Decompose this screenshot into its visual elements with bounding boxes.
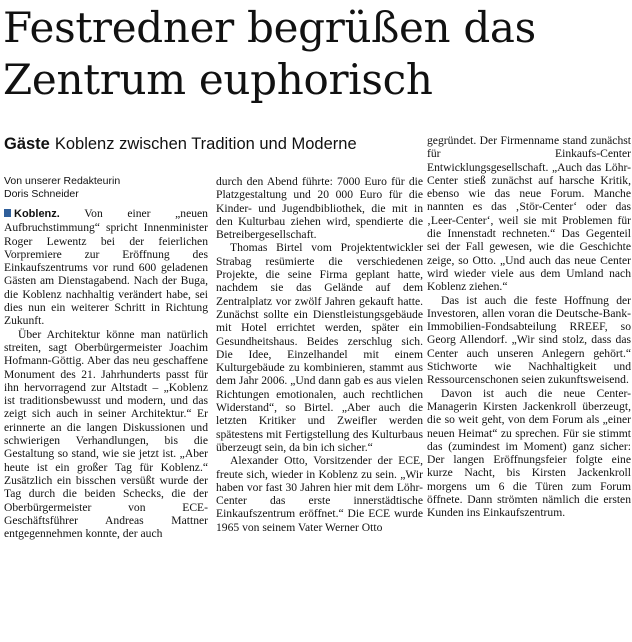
subhead-kicker: Gäste (4, 135, 50, 153)
paragraph: gegründet. Der Firmenname stand zunächst für Einkaufs-Center Entwicklungsgesellschaft. „Auch das Löhr-Center stieß zunächst auf harsche Kritik, ebenso wie das neue Forum. Manche nannten es das ‚Stör-Center‘ oder das ‚Leer-Center‘, weil sie mit Problemen für die Innenstadt rechneten.“ Das Gegenteil sei der Fall gewesen, wie die Geschichte zeige, so Otto. „Und auch das neue Center wird wieder viele aus dem Umland nach Koblenz ziehen.“ (427, 134, 631, 294)
dateline-marker-icon (4, 209, 11, 217)
paragraph: Alexander Otto, Vorsitzender der ECE, freute sich, wieder in Koblenz zu sein. „Wir haben vor fast 30 Jahren hier mit dem Löhr-Center das erste innerstädtische Einkaufszentrum eröffnet.“ Die ECE wurde 1965 von seinem Vater Werner Otto (216, 454, 423, 534)
byline-line-1: Von unserer Redakteurin (4, 175, 121, 187)
byline (4, 175, 208, 201)
paragraph: Über Architektur könne man natürlich streiten, sagt Oberbürgermeister Joachim Hofmann-Göttig. Aber das neu geschaffene Monument des 21. Jahrhunderts passt für ihn hervorragend zur Altstadt – „Koblenz ist traditionsbewusst und modern, und das zeigt sich auch in seiner Architektur.“ Er erinnerte an die langen Diskussionen und schwierigen Verhandlungen, bis die Gestaltung so stand, wie sie jetzt ist. „Aber heute ist ein großer Tag für Koblenz.“ Zusätzlich ein bisschen versüßt wurde der Tag durch die beiden Schecks, die der Oberbürgermeister von ECE-Geschäftsführer Andreas Mattner entgegennehmen konnte, der auch (4, 327, 208, 541)
paragraph-text: Von einer „neuen Aufbruchstimmung“ spricht Innenminister Roger Lewentz bei der feierlichen Vorpremiere zur Eröffnung des Einkaufszentrums vor rund 600 geladenen Gästen am Dienstagabend. Nach der Buga, die Koblenz nachhaltig verändert habe, sei dies nun ein weiterer Schritt in Richtung Zukunft. (4, 207, 208, 328)
article-column-1 (4, 175, 208, 540)
headline: Festredner begrüßen das Zentrum euphorisch (3, 3, 536, 104)
dateline: Koblenz. (14, 208, 60, 220)
subhead-text: Koblenz zwischen Tradition und Moderne (54, 135, 357, 153)
article-column-2 (216, 175, 423, 534)
paragraph (4, 207, 208, 328)
paragraph: Thomas Birtel vom Projektentwickler Strabag resümierte die verschiedenen Projekte, die seine Firma geplant hatte, nachdem sie das Gelände auf dem Zentralplatz vor zwölf Jahren gekauft hatte. Zunächst sollte ein Dienstleistungsgebäude mit Hotel errichtet werden, später ein Gesundheitshaus. Beides zerschlug sich. Die Idee, Einzelhandel mit einem Kulturgebäude zu kombinieren, stammt aus dem Jahr 2006. „Und dann gab es aus vielen Richtungen emotionalen, auch rechtlichen Widerstand“, so Birtel. „Aber auch die letzten Kritiker und Zweifler werden spätestens mit Fertigstellung des Kulturbaus überzeugt sein, da bin ich sicher.“ (216, 241, 423, 454)
subheadline (4, 135, 434, 154)
article-column-3 (427, 134, 631, 520)
paragraph: Davon ist auch die neue Center-Managerin Kirsten Jackenkroll überzeugt, die so weit geht, von dem Forum als „einer neuen Heimat“ zu sprechen. Für sie stimmt das (zumindest im Moment) ganz sicher: Der langen Eröffnungsfeier folgte eine kurze Nacht, bis Kirsten Jackenkroll morgens um 6 die Türen zum Forum öffnete. Dann strömten nämlich die ersten Kunden ins Einkaufszentrum. (427, 386, 631, 520)
paragraph: durch den Abend führte: 7000 Euro für die Platzgestaltung und 20 000 Euro für die Kinder- und Jugendbibliothek, die mit in den Kulturbau ziehen wird, spendierte die Betreibergesellschaft. (216, 175, 423, 242)
paragraph: Das ist auch die feste Hoffnung der Investoren, allen voran die Deutsche-Bank-Immobilien-Fondsabteilung RREEF, so Georg Allendorf. „Wir sind stolz, dass das Center auch unseren Anlegern gehört.“ Stichworte wie Nachhaltigkeit und Ressourcenschonen seien zukunftsweisend. (427, 293, 631, 387)
byline-author: Doris Schneider (4, 188, 79, 200)
